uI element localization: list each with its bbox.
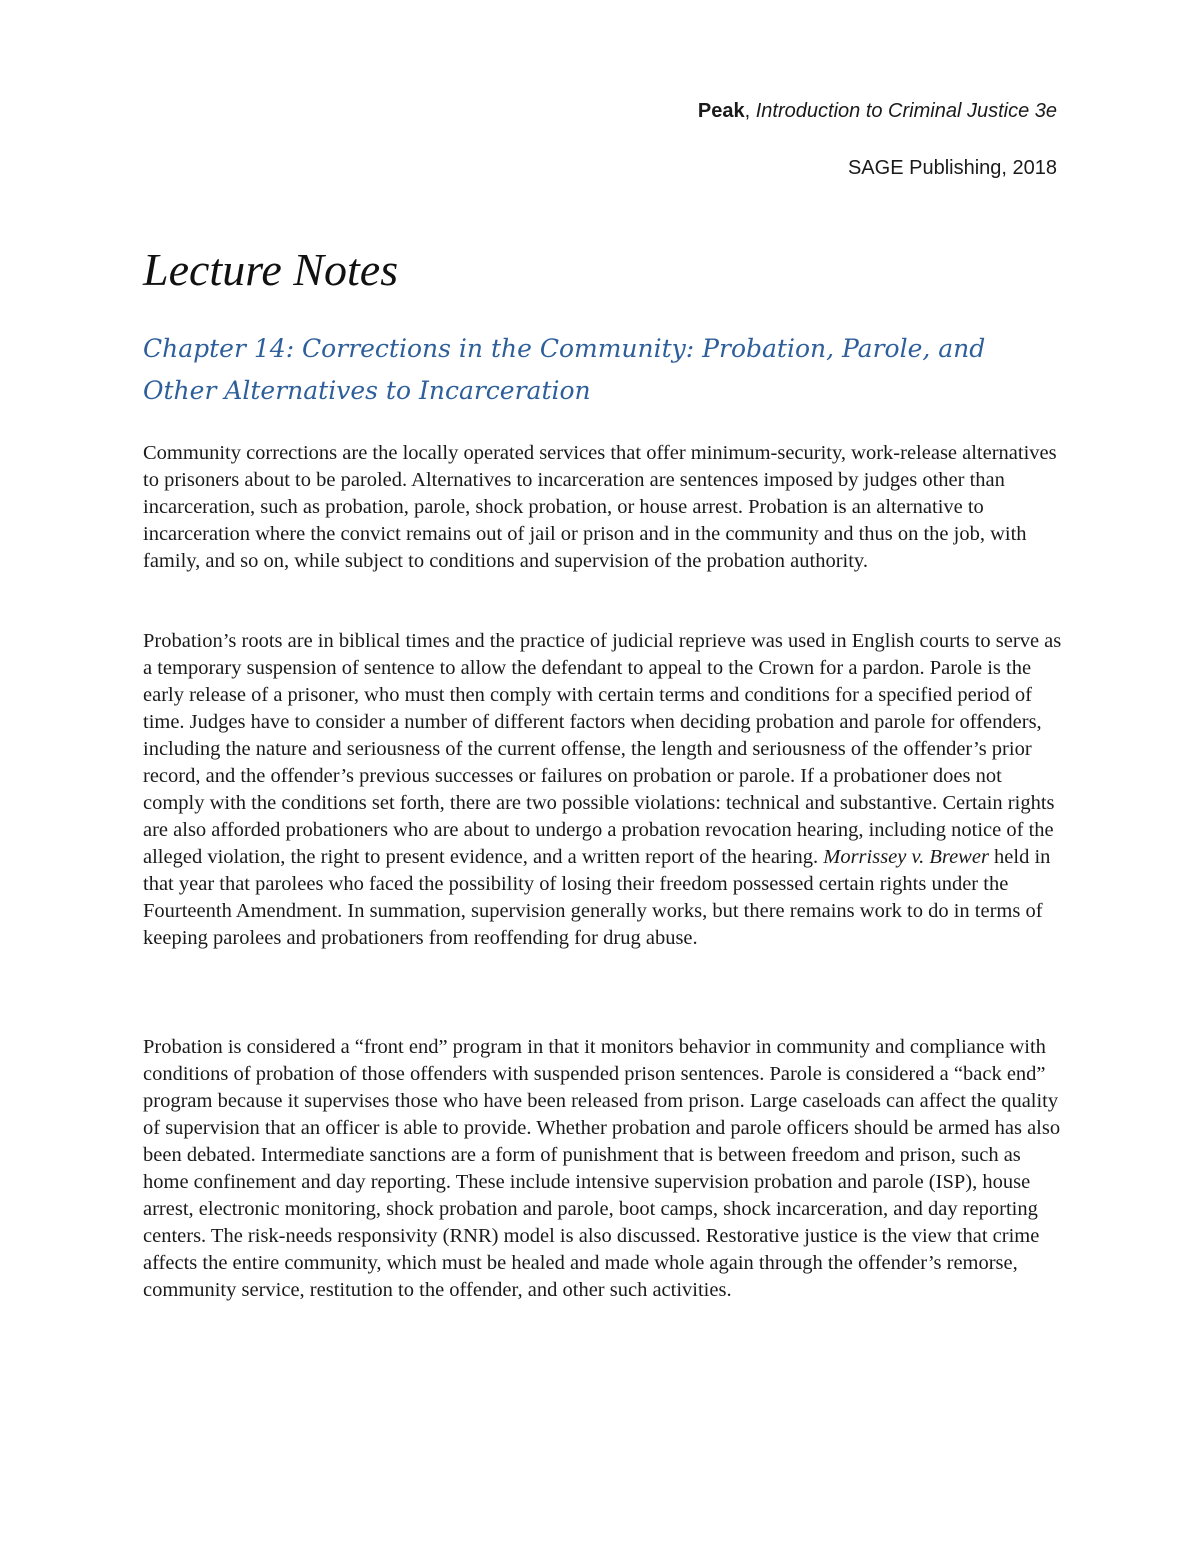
header-separator: , (744, 100, 756, 122)
paragraph-2-text-after: held in that year that parolees who faced the possibility of losing their freedom possessed certain rights under the Fourteenth Amendment. In summation, supervision generally works, but there remains work to do in terms of keeping parolees and probationers from reoffending for drug abuse. (143, 846, 1051, 949)
paragraph-2-text-before: Probation’s roots are in biblical times and the practice of judicial reprieve was used in English courts to serve as a temporary suspension of sentence to allow the defendant to appeal to the Crown for a pardon. Parole is the early release of a prisoner, who must then comply with certain terms and conditions for a specified period of time. Judges have to consider a number of different factors when deciding probation and parole for offenders, including the nature and seriousness of the current offense, the length and seriousness of the offender’s prior record, and the offender’s previous successes or failures on probation or parole. If a probationer does not comply with the conditions set forth, there are two possible violations: technical and substantive. Certain rights are also afforded probationers who are about to undergo a probation revocation hearing, including notice of the alleged violation, the right to present evidence, and a written report of the hearing. (143, 630, 1062, 868)
paragraph-1: Community corrections are the locally operated services that offer minimum-security, work-release alternatives to prisoners about to be paroled. Alternatives to incarceration are sentences imposed by judges other than incarceration, such as probation, parole, shock probation, or house arrest. Probation is an alternative to incarceration where the convict remains out of jail or prison and in the community and thus on the job, with family, and so on, while subject to conditions and supervision of the probation authority. (143, 442, 1057, 572)
header-author: Peak (697, 100, 745, 122)
header-publisher: SAGE Publishing, 2018 (847, 157, 1057, 179)
header-citation (698, 100, 1057, 123)
paragraph-3: Probation is considered a “front end” program in that it monitors behavior in community and compliance with conditions of probation of those offenders with suspended prison sentences. Parole is considered a “back end” program because it supervises those who have been released from prison. Large caseloads can affect the quality of supervision that an officer is able to provide. Whether probation and parole officers should be armed has also been debated. Intermediate sanctions are a form of punishment that is between freedom and prison, such as home confinement and day reporting. These include intensive supervision probation and parole (ISP), house arrest, electronic monitoring, shock probation and parole, boot camps, shock incarceration, and day reporting centers. The risk-needs responsivity (RNR) model is also discussed. Restorative justice is the view that crime affects the entire community, which must be healed and made whole again through the offender’s remorse, community service, restitution to the offender, and other such activities. (143, 1036, 1061, 1301)
header-book-title: Introduction to Criminal Justice 3e (755, 100, 1057, 122)
chapter-title: Chapter 14: Corrections in the Community: Probation, Parole, and Other Alternatives to Incarceration (143, 334, 986, 405)
case-name: Morrissey v. Brewer (823, 846, 989, 868)
page-title: Lecture Notes (143, 244, 399, 295)
paragraph-2 (143, 628, 1063, 952)
